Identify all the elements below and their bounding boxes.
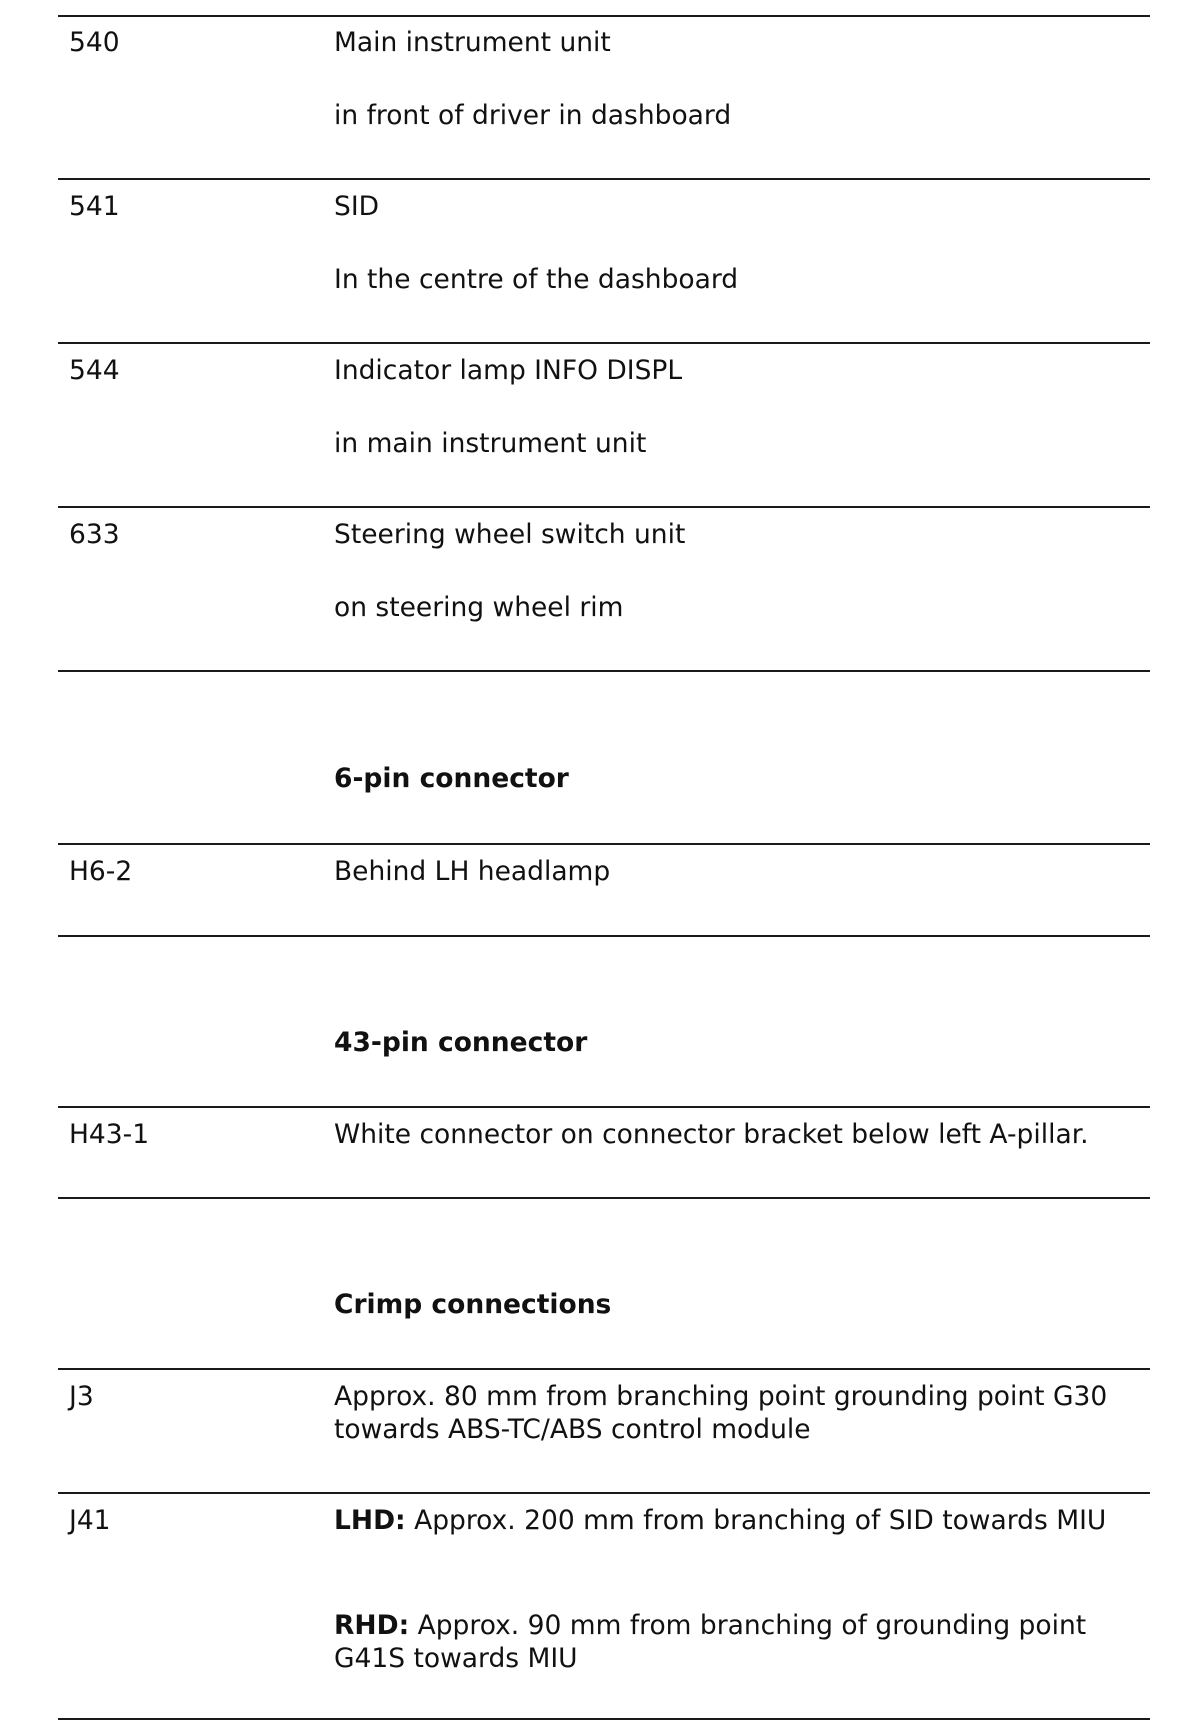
crimp-location: Approx. 80 mm from branching point grounding point G30 towards ABS-TC/ABS control module — [334, 1381, 1108, 1445]
row-divider — [58, 15, 1150, 17]
component-name: Indicator lamp INFO DISPL — [334, 355, 683, 386]
row-divider — [58, 670, 1150, 672]
connector-code: H43-1 — [69, 1119, 150, 1150]
row-divider — [58, 1106, 1150, 1108]
row-divider — [58, 178, 1150, 180]
rhd-text: Approx. 90 mm from branching of grounding point G41S towards MIU — [334, 1610, 1087, 1674]
row-divider — [58, 342, 1150, 344]
component-code: 633 — [69, 519, 120, 550]
connector-location: White connector on connector bracket below left A-pillar. — [334, 1119, 1089, 1150]
crimp-location-lhd — [334, 1504, 1140, 1537]
component-location: on steering wheel rim — [334, 592, 624, 623]
section-heading-6-pin: 6-pin connector — [334, 763, 569, 794]
connector-code: H6-2 — [69, 856, 133, 887]
component-location: In the centre of the dashboard — [334, 264, 739, 295]
component-name: SID — [334, 191, 380, 222]
component-code: 544 — [69, 355, 120, 386]
crimp-code: J3 — [69, 1381, 94, 1412]
row-divider — [58, 506, 1150, 508]
row-divider — [58, 1368, 1150, 1370]
crimp-location-rhd — [334, 1609, 1140, 1675]
row-divider — [58, 1197, 1150, 1199]
row-divider — [58, 1718, 1150, 1720]
component-code: 540 — [69, 27, 120, 58]
row-divider — [58, 1492, 1150, 1494]
row-divider — [58, 843, 1150, 845]
component-name: Steering wheel switch unit — [334, 519, 686, 550]
component-location: in main instrument unit — [334, 428, 647, 459]
section-heading-crimp: Crimp connections — [334, 1289, 612, 1320]
connector-location: Behind LH headlamp — [334, 856, 611, 887]
lhd-text: Approx. 200 mm from branching of SID towards MIU — [405, 1505, 1107, 1536]
crimp-code: J41 — [69, 1505, 111, 1536]
row-divider — [58, 935, 1150, 937]
rhd-label: RHD: — [334, 1610, 410, 1641]
component-location: in front of driver in dashboard — [334, 100, 732, 131]
component-name: Main instrument unit — [334, 27, 611, 58]
section-heading-43-pin: 43-pin connector — [334, 1027, 588, 1058]
lhd-label: LHD: — [334, 1505, 406, 1536]
component-code: 541 — [69, 191, 120, 222]
